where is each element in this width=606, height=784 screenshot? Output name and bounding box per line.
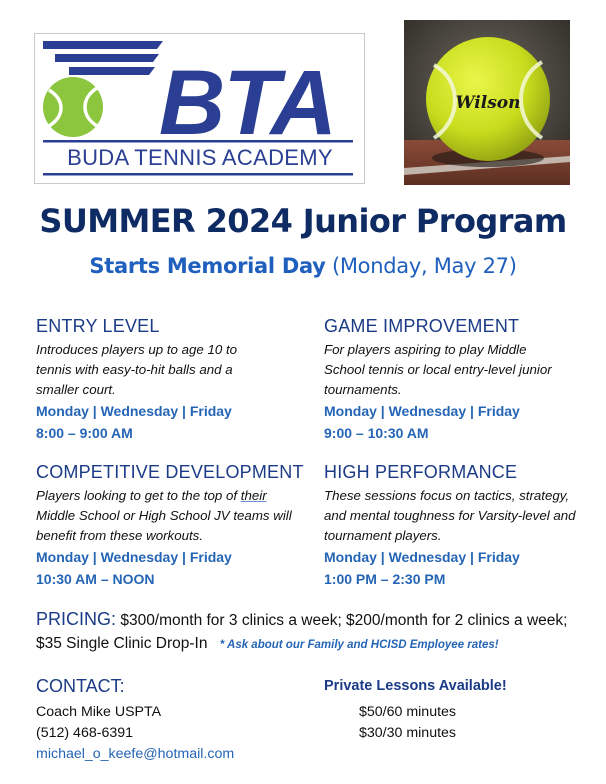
- pricing-section: [36, 608, 576, 657]
- private-rate: $50/60 minutes: [359, 704, 457, 720]
- program-time: 8:00 – 9:00 AM: [36, 425, 133, 441]
- program-description: For players aspiring to play Middle School tennis or local entry-level junior tournaments.: [324, 342, 552, 397]
- program-description: [36, 486, 301, 546]
- tennis-ball-photo: [404, 20, 570, 185]
- bta-wordmark: BTA: [158, 52, 336, 154]
- page-title: SUMMER 2024 Junior Program: [39, 202, 567, 240]
- pricing-text: $300/month for 3 clinics a week; $200/month for 2 clinics a week; $35 Single Clinic Drop-In: [36, 612, 568, 652]
- program-days: Monday | Wednesday | Friday: [36, 403, 232, 419]
- private-rate: $30/30 minutes: [359, 725, 457, 741]
- contact-label: CONTACT:: [36, 676, 125, 696]
- program-description: Introduces players up to age 10 to tennis with easy-to-hit balls and a smaller court.: [36, 342, 238, 397]
- program-days: Monday | Wednesday | Friday: [36, 549, 232, 565]
- pricing-note: * Ask about our Family and HCISD Employee rates!: [219, 639, 499, 651]
- program-description: These sessions focus on tactics, strategy, and mental toughness for Varsity-level and tournament players.: [324, 488, 576, 543]
- program-competitive-development: [36, 462, 326, 590]
- contact-name: Coach Mike USPTA: [36, 704, 162, 720]
- program-time: 9:00 – 10:30 AM: [324, 425, 429, 441]
- academy-name: BUDA TENNIS ACADEMY: [67, 145, 333, 170]
- private-lessons-label: Private Lessons Available!: [324, 678, 507, 694]
- program-time: 1:00 PM – 2:30 PM: [324, 571, 446, 587]
- program-name: HIGH PERFORMANCE: [324, 462, 518, 482]
- speed-stripes-icon: [43, 41, 163, 75]
- program-days: Monday | Wednesday | Friday: [324, 403, 520, 419]
- page-subtitle: [0, 254, 606, 278]
- contact-phone: (512) 468-6391: [36, 725, 134, 741]
- program-game-improvement: [324, 316, 606, 444]
- description-underlined-word: their: [240, 488, 267, 503]
- program-days: Monday | Wednesday | Friday: [324, 549, 520, 565]
- bta-logo: [34, 33, 365, 184]
- program-name: ENTRY LEVEL: [36, 316, 160, 336]
- program-entry-level: [36, 316, 326, 444]
- description-part: Middle School or High School JV teams will benefit from these workouts.: [36, 508, 292, 543]
- subtitle-start: Starts Memorial Day: [89, 254, 326, 278]
- contact-details: [36, 702, 234, 765]
- program-name: GAME IMPROVEMENT: [324, 316, 520, 336]
- pricing-label: PRICING:: [36, 609, 117, 629]
- program-time: 10:30 AM – NOON: [36, 571, 155, 587]
- tennis-ball-icon: [43, 77, 103, 137]
- private-lessons-rates: [359, 702, 456, 744]
- program-name: COMPETITIVE DEVELOPMENT: [36, 462, 304, 482]
- description-part: Players looking to get to the top of: [36, 488, 241, 503]
- wilson-brand-text: Wilson: [455, 93, 521, 113]
- subtitle-date: (Monday, May 27): [331, 254, 517, 278]
- program-high-performance: [324, 462, 606, 590]
- contact-email-link[interactable]: michael_o_keefe@hotmail.com: [36, 746, 235, 762]
